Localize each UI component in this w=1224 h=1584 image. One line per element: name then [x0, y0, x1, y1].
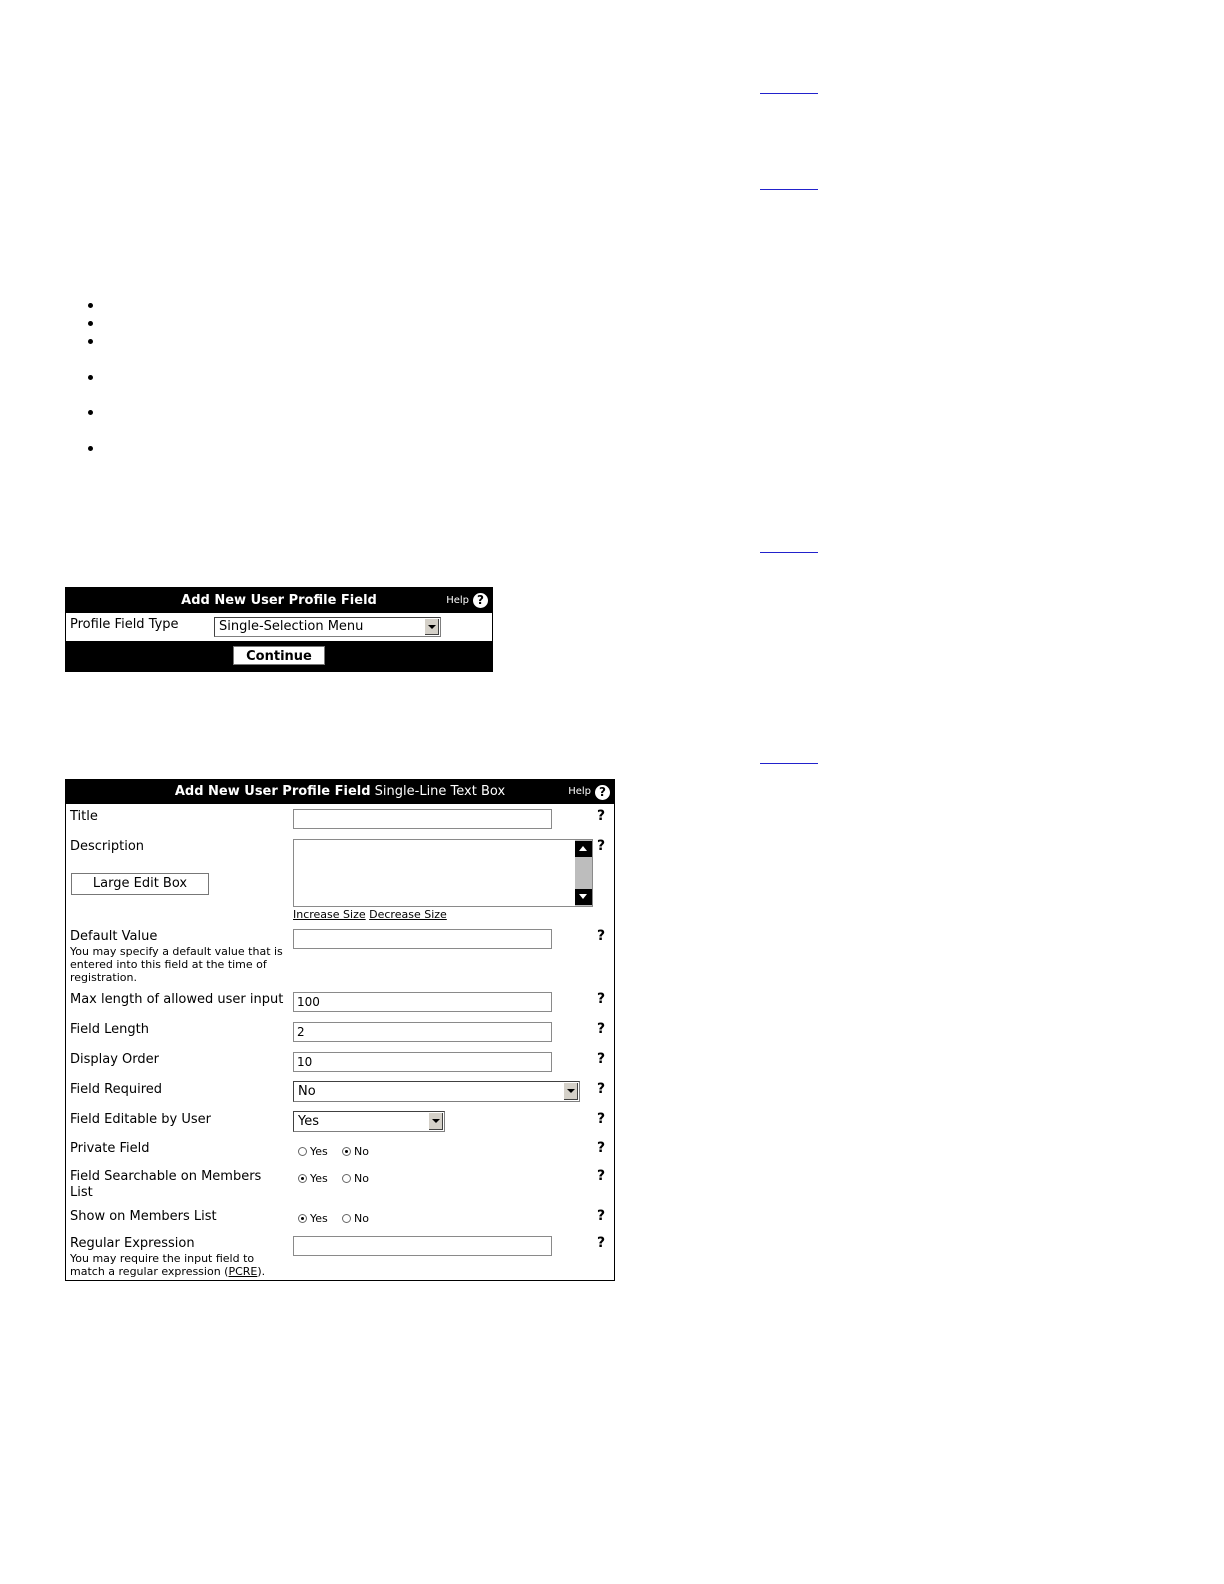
size-links	[293, 908, 447, 921]
show-members-no-radio[interactable]	[342, 1212, 369, 1225]
chevron-down-icon[interactable]	[424, 619, 439, 635]
profile-field-type-label: Profile Field Type	[70, 617, 179, 632]
large-edit-box-button[interactable]: Large Edit Box	[71, 873, 209, 895]
help-link[interactable]	[446, 588, 488, 613]
link-underline[interactable]	[760, 552, 818, 553]
decrease-size-link[interactable]: Decrease Size	[369, 908, 447, 921]
field-required-help-icon[interactable]: ?	[597, 1081, 606, 1097]
searchable-yes-radio[interactable]	[298, 1172, 328, 1185]
bullet	[88, 339, 93, 344]
radio-circle[interactable]	[298, 1174, 307, 1183]
show-members-help-icon[interactable]: ?	[597, 1208, 606, 1224]
single-line-text-box-panel	[65, 779, 615, 1281]
scroll-down-icon[interactable]	[575, 889, 592, 905]
bullet	[88, 375, 93, 380]
regex-desc-prefix: You may require the input field to match a regular expression (	[70, 1252, 255, 1278]
radio-label: Yes	[310, 1212, 328, 1225]
panel-header	[66, 780, 614, 804]
bullet	[88, 321, 93, 326]
max-length-help-icon[interactable]: ?	[597, 991, 606, 1007]
searchable-label: Field Searchable on Members List	[70, 1169, 262, 1200]
display-order-help-icon[interactable]: ?	[597, 1051, 606, 1067]
default-value-label-block	[70, 929, 288, 984]
continue-button[interactable]: Continue	[233, 646, 325, 665]
radio-label: No	[354, 1212, 369, 1225]
display-order-input[interactable]: 10	[293, 1052, 552, 1072]
field-required-select[interactable]	[293, 1081, 580, 1102]
field-editable-label: Field Editable by User	[70, 1112, 211, 1127]
chevron-down-icon[interactable]	[563, 1083, 578, 1100]
title-label: Title	[70, 809, 98, 824]
radio-circle[interactable]	[298, 1147, 307, 1156]
private-field-help-icon[interactable]: ?	[597, 1140, 606, 1156]
regex-desc-suffix: ).	[257, 1265, 266, 1278]
regex-label: Regular Expression	[70, 1236, 195, 1251]
panel-title: Add New User Profile Field	[181, 593, 377, 608]
panel-header	[66, 588, 492, 613]
select-value: Single-Selection Menu	[219, 619, 364, 634]
question-circle-icon: ?	[473, 593, 488, 608]
description-label: Description	[70, 839, 145, 854]
help-link[interactable]	[568, 780, 610, 804]
increase-size-link[interactable]: Increase Size	[293, 908, 366, 921]
field-length-help-icon[interactable]: ?	[597, 1021, 606, 1037]
searchable-no-radio[interactable]	[342, 1172, 369, 1185]
radio-label: Yes	[310, 1172, 328, 1185]
radio-circle[interactable]	[342, 1214, 351, 1223]
max-length-input[interactable]: 100	[293, 992, 552, 1012]
radio-label: No	[354, 1172, 369, 1185]
regex-help-icon[interactable]: ?	[597, 1235, 606, 1251]
title-help-icon[interactable]: ?	[597, 808, 606, 824]
display-order-label: Display Order	[70, 1052, 159, 1067]
default-value-help-icon[interactable]: ?	[597, 928, 606, 944]
panel-subtitle: Single-Line Text Box	[374, 784, 506, 799]
pcre-link[interactable]: PCRE	[228, 1265, 258, 1278]
select-value: Yes	[298, 1114, 319, 1129]
bullet	[88, 303, 93, 308]
profile-field-type-select[interactable]	[214, 617, 441, 637]
scroll-up-icon[interactable]	[575, 841, 592, 857]
field-length-input[interactable]: 2	[293, 1022, 552, 1042]
default-value-label: Default Value	[70, 929, 158, 944]
title-input[interactable]	[293, 809, 552, 829]
radio-label: Yes	[310, 1145, 328, 1158]
scrollbar[interactable]	[575, 840, 592, 906]
field-editable-help-icon[interactable]: ?	[597, 1111, 606, 1127]
radio-circle[interactable]	[298, 1214, 307, 1223]
radio-circle[interactable]	[342, 1147, 351, 1156]
regex-input[interactable]	[293, 1236, 552, 1256]
panel-title: Add New User Profile Field	[174, 784, 371, 799]
link-underline[interactable]	[760, 189, 818, 190]
max-length-label: Max length of allowed user input	[70, 992, 284, 1007]
link-underline[interactable]	[760, 763, 818, 764]
add-profile-field-panel	[65, 587, 493, 672]
description-textarea[interactable]	[293, 839, 593, 907]
help-label: Help	[446, 595, 469, 606]
private-field-label: Private Field	[70, 1141, 150, 1156]
panel-footer	[66, 641, 492, 671]
show-members-label: Show on Members List	[70, 1209, 217, 1224]
chevron-down-icon[interactable]	[428, 1113, 443, 1130]
radio-circle[interactable]	[342, 1174, 351, 1183]
description-help-icon[interactable]: ?	[597, 838, 606, 854]
bullet	[88, 410, 93, 415]
show-members-yes-radio[interactable]	[298, 1212, 328, 1225]
field-editable-select[interactable]	[293, 1111, 445, 1132]
link-underline[interactable]	[760, 93, 818, 94]
private-field-no-radio[interactable]	[342, 1145, 369, 1158]
radio-label: No	[354, 1145, 369, 1158]
regex-label-block	[70, 1236, 285, 1278]
private-field-yes-radio[interactable]	[298, 1145, 328, 1158]
help-label: Help	[568, 786, 591, 797]
default-value-input[interactable]	[293, 929, 552, 949]
default-value-description: You may specify a default value that is entered into this field at the time of registration.	[70, 945, 283, 984]
select-value: No	[298, 1084, 316, 1099]
regex-description	[70, 1252, 285, 1278]
question-circle-icon: ?	[595, 785, 610, 800]
field-length-label: Field Length	[70, 1022, 149, 1037]
field-required-label: Field Required	[70, 1082, 162, 1097]
searchable-help-icon[interactable]: ?	[597, 1168, 606, 1184]
bullet	[88, 446, 93, 451]
